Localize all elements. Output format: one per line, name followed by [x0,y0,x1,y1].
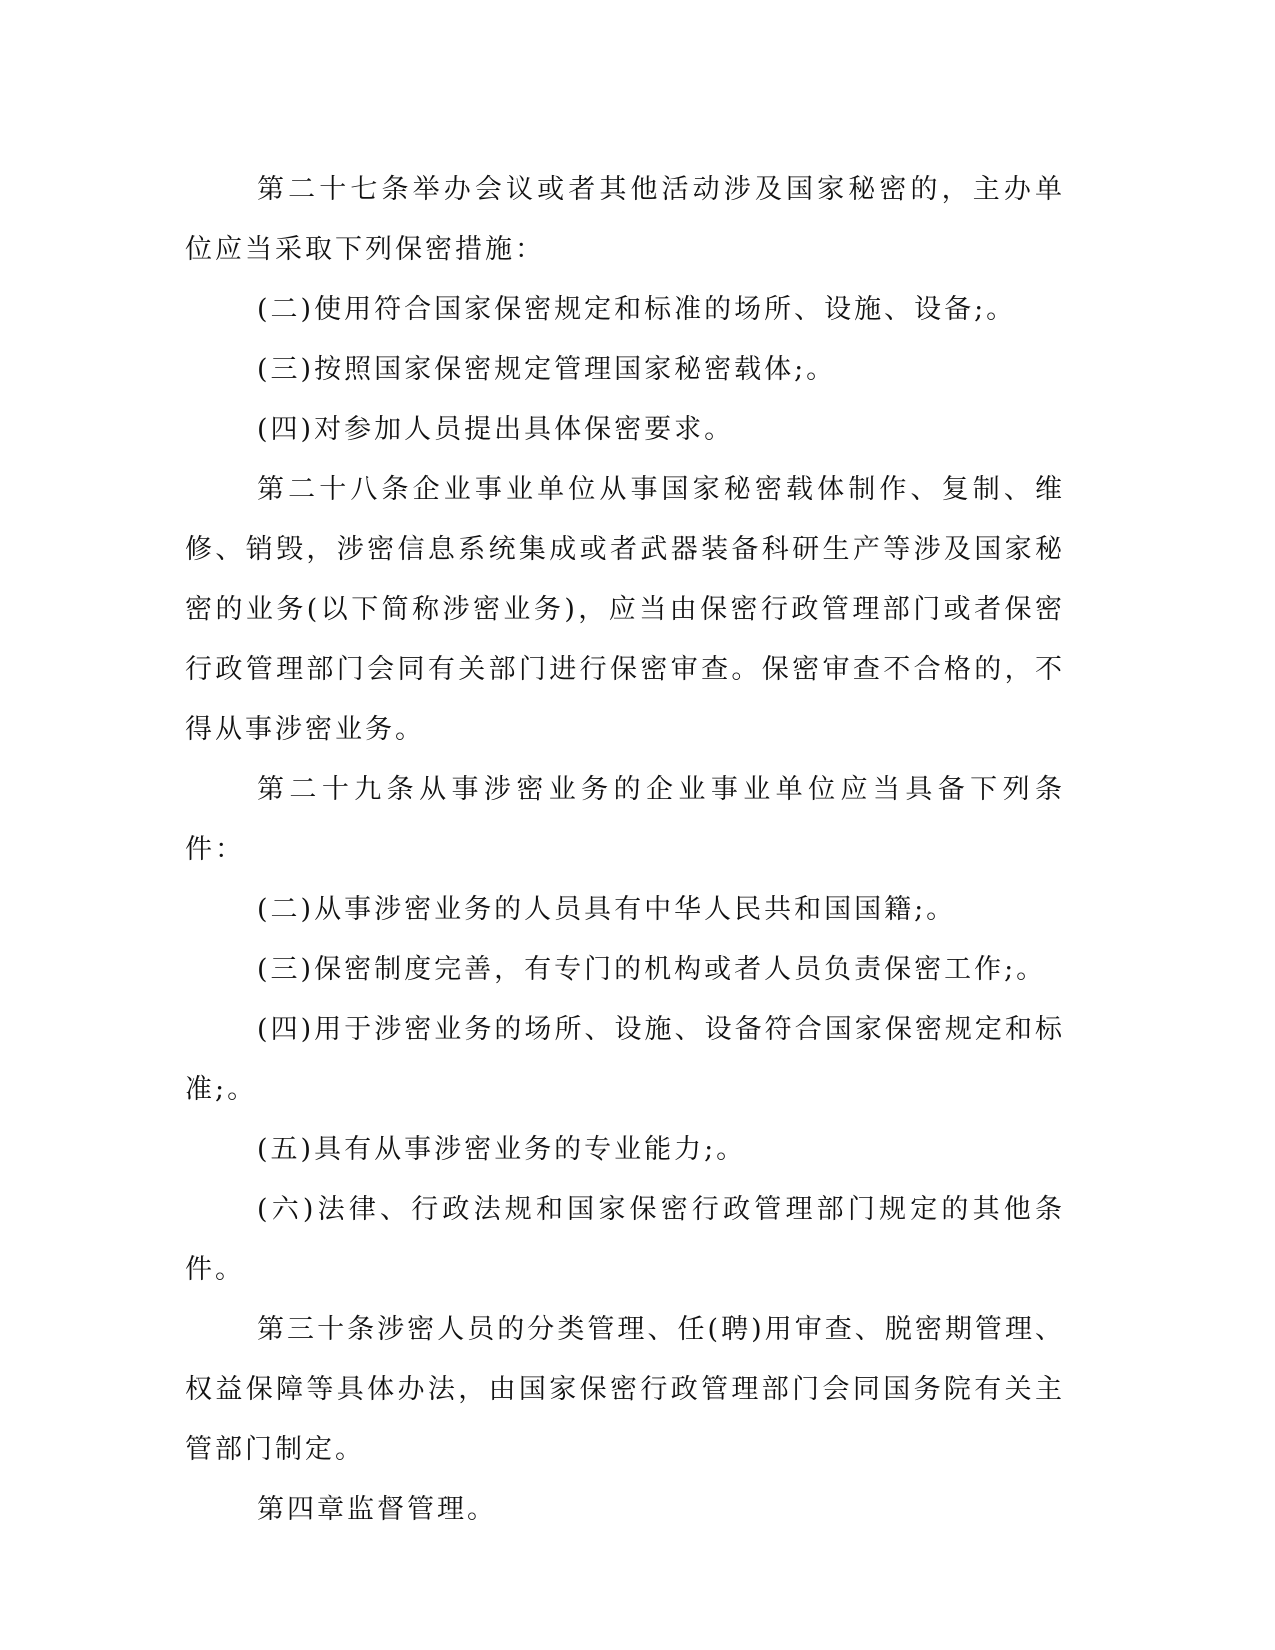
paragraph-article-27: 第二十七条举办会议或者其他活动涉及国家秘密的，主办单位应当采取下列保密措施： [185,174,1065,265]
paragraph-item-2: (二)使用符合国家保密规定和标准的场所、设施、设备;。 [257,294,1017,325]
paragraph-item-3: (三)按照国家保密规定管理国家秘密载体;。 [257,354,837,385]
paragraph-item-4: (四)对参加人员提出具体保密要求。 [257,414,735,445]
paragraph-condition-2: (二)从事涉密业务的人员具有中华人民共和国国籍;。 [257,894,957,925]
document-body [185,160,1065,1540]
paragraph-article-30: 第三十条涉密人员的分类管理、任(聘)用审查、脱密期管理、权益保障等具体办法，由国家保密行政管理部门会同国务院有关主管部门制定。 [185,1314,1065,1465]
paragraph-condition-6: (六)法律、行政法规和国家保密行政管理部门规定的其他条件。 [185,1194,1065,1285]
paragraph-condition-5: (五)具有从事涉密业务的专业能力;。 [257,1134,747,1165]
paragraph-article-28: 第二十八条企业事业单位从事国家秘密载体制作、复制、维修、销毁，涉密信息系统集成或者武器装备科研生产等涉及国家秘密的业务(以下简称涉密业务)，应当由保密行政管理部门或者保密行政管理部门会同有关部门进行保密审查。保密审查不合格的，不得从事涉密业务。 [185,474,1065,745]
paragraph-article-29: 第二十九条从事涉密业务的企业事业单位应当具备下列条件： [185,774,1065,865]
chapter-heading: 第四章监督管理。 [257,1494,497,1525]
paragraph-condition-3: (三)保密制度完善，有专门的机构或者人员负责保密工作;。 [257,954,1047,985]
paragraph-condition-4: (四)用于涉密业务的场所、设施、设备符合国家保密规定和标准;。 [185,1014,1065,1105]
